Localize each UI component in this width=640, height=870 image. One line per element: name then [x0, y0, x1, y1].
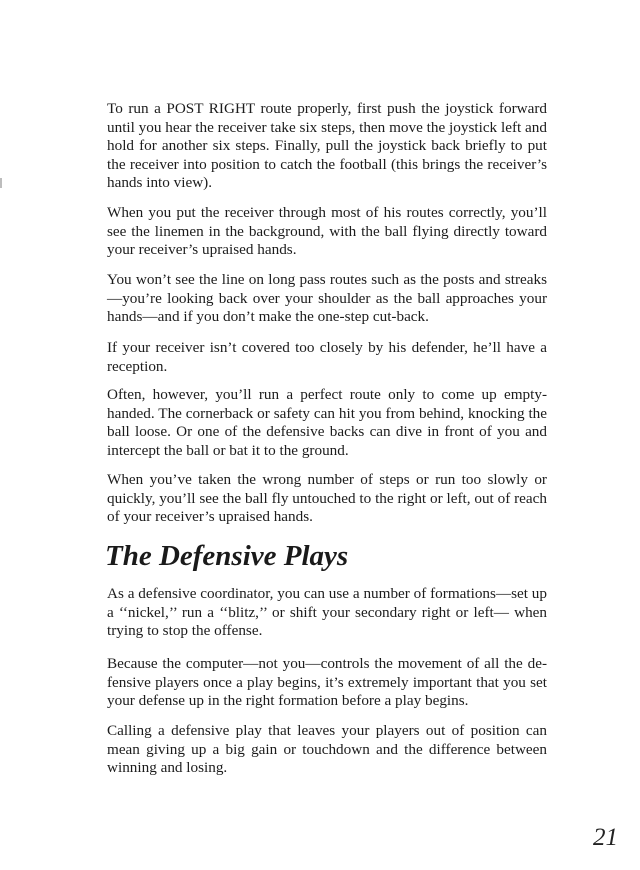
page-number: 21	[593, 824, 618, 851]
paragraph-defensive-coordinator: As a defensive coordinator, you can use a number of formations—set up a ‘‘nickel,’’ run a ‘‘blitz,’’ or shift your secondary right or left— when trying to stop the offense.	[107, 585, 547, 640]
paragraph-post-right-route: To run a POST RIGHT route properly, first push the joystick forward until you hear the receiver take six steps, then move the joystick left and hold for another six steps. Finally, pull the joystick back briefly to put the receiver into position to catch the football (this brings the receiver’s hands into view).	[107, 100, 547, 192]
paragraph-computer-controls: Because the computer—not you—controls the movement of all the defensive players once a play begins, it’s extremely important that you set your defense up in the right formation before a play begins.	[107, 655, 547, 710]
paragraph-empty-handed: Often, however, you’ll run a perfect route only to come up emptyhanded. The cornerback or safety can hit you from behind, knocking the ball loose. Or one of the defensive backs can dive in front of you and intercept the ball or bat it to the ground.	[107, 386, 547, 459]
scan-edge-mark	[0, 178, 2, 188]
paragraph-receiver-routes: When you put the receiver through most of his routes correctly, you’ll see the linemen in the background, with the ball flying directly toward your receiver’s upraised hands.	[107, 204, 547, 259]
paragraph-calling-defensive-play: Calling a defensive play that leaves your players out of position can mean giving up a big gain or touchdown and the difference between winning and losing.	[107, 722, 547, 777]
paragraph-reception: If your receiver isn’t covered too closely by his defender, he’ll have a reception.	[107, 339, 547, 375]
paragraph-wrong-steps: When you’ve taken the wrong number of steps or run too slowly or quickly, you’ll see the ball fly untouched to the right or left, out of reach of your receiver’s upraised hands.	[107, 471, 547, 526]
paragraph-long-pass-routes: You won’t see the line on long pass routes such as the posts and streaks—you’re looking back over your shoulder as the ball approaches your hands—and if you don’t make the one-step cut-back.	[107, 271, 547, 326]
section-heading: The Defensive Plays	[105, 540, 349, 572]
